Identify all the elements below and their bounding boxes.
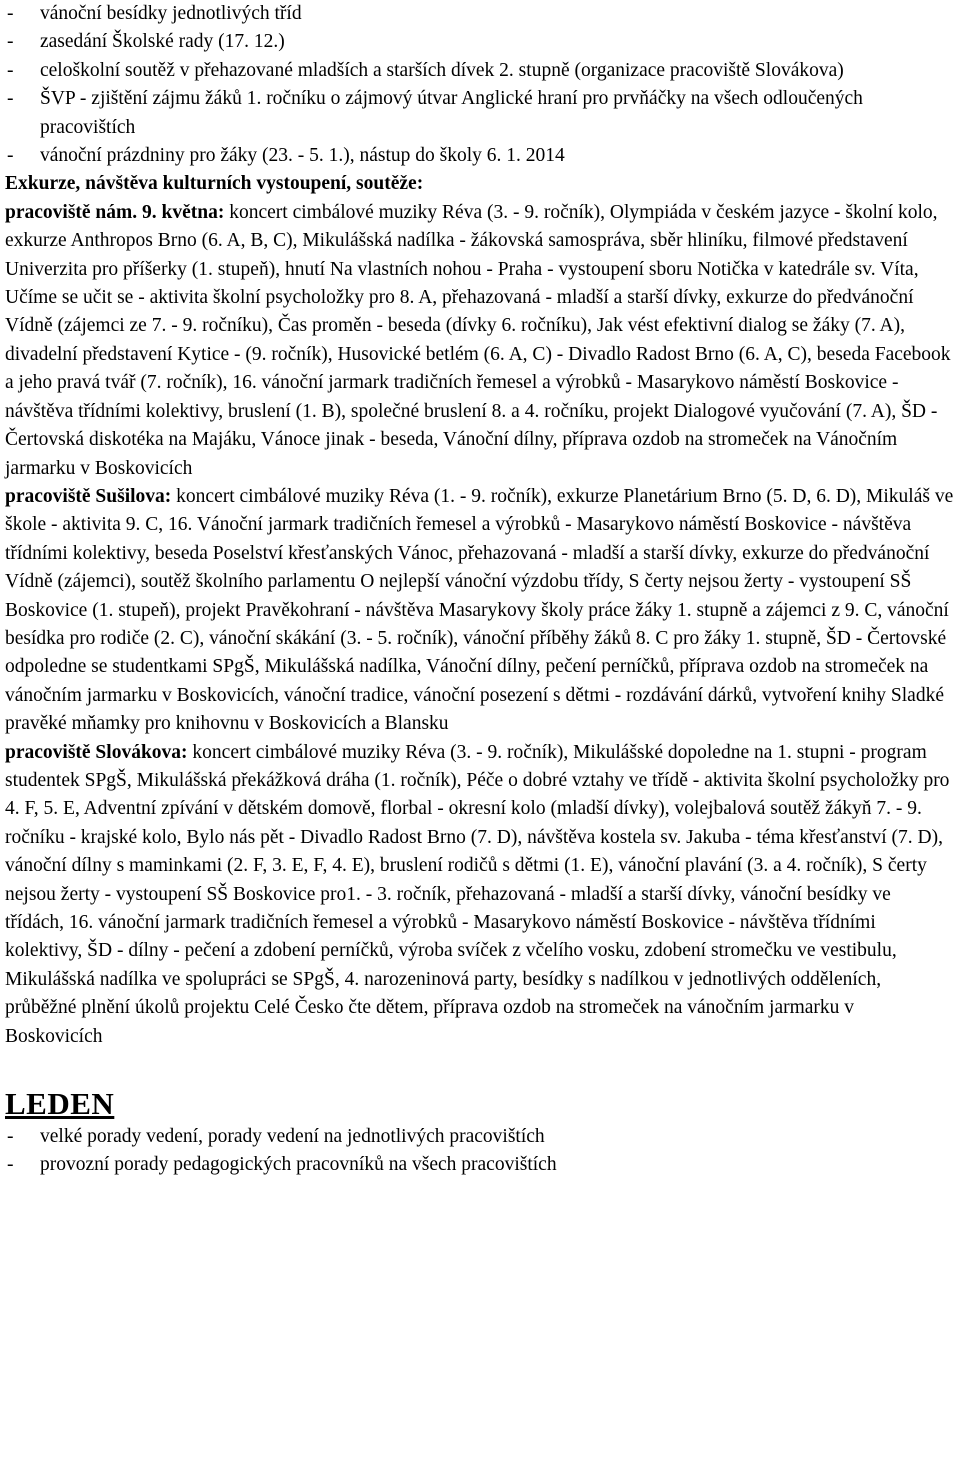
list-item: - ŠVP - zjištění zájmu žáků 1. ročníku o zájmový útvar Anglické hraní pro prvňáčky na všech odloučených pracovištích <box>5 85 954 142</box>
excursions-heading: Exkurze, návštěva kulturních vystoupení, soutěže: <box>5 173 424 195</box>
site-text: koncert cimbálové muziky Réva (3. - 9. ročník), Olympiáda v českém jazyce - školní kolo, exkurze Anthropos Brno (6. A, B, C), Mikulášská nadílka - žákovská samospráva, sběr hliníku, filmové představení Univerzita pro příšerky (1. stupeň), hnutí Na vlastních nohou - Praha - vystoupení sboru Notička v katedrále sv. Víta, Učíme se učit se - aktivita školní psycholožky pro 8. A, přehazovaná - mladší a starší dívky, exkurze do předvánoční Vídně (zájemci ze 7. - 9. ročníku), Čas proměn - beseda (dívky 6. ročníku), Jak vést efektivní dialog se žáky (7. A), divadelní představení Kytice - (9. ročník), Husovické betlém (6. A, C) - Divadlo Radost Brno (6. A, C), beseda Facebook a jeho pravá tvář (7. ročník), 16. vánoční jarmark tradičních řemesel a výrobků - Masarykovo náměstí Boskovice - návštěva třídními kolektivy, bruslení (1. B), společné bruslení 8. a 4. ročníku, projekt Dialogové vyučování (7. A), ŠD - Čertovská diskotéka na Majáku, Vánoce jinak - beseda, Vánoční dílny, příprava ozdob na stromeček na Vánočním jarmarku v Boskovicích <box>5 201 951 479</box>
december-events-list <box>5 0 954 170</box>
list-item: - provozní porady pedagogických pracovníků na všech pracovištích <box>5 1151 954 1179</box>
site-label: pracoviště Sušilova: <box>5 485 172 507</box>
site-paragraph-nam-9-kvetna <box>5 199 954 483</box>
site-label: pracoviště nám. 9. května: <box>5 201 225 223</box>
january-events-list <box>5 1123 954 1180</box>
site-paragraph-slovakova <box>5 739 954 1051</box>
list-item: - zasedání Školské rady (17. 12.) <box>5 28 954 56</box>
site-label: pracoviště Slovákova: <box>5 741 188 763</box>
list-item: - velké porady vedení, porady vedení na jednotlivých pracovištích <box>5 1123 954 1151</box>
list-item: - vánoční prázdniny pro žáky (23. - 5. 1.), nástup do školy 6. 1. 2014 <box>5 142 954 170</box>
list-item: - vánoční besídky jednotlivých tříd <box>5 0 954 28</box>
site-paragraph-susilova <box>5 483 954 739</box>
site-text: koncert cimbálové muziky Réva (1. - 9. ročník), exkurze Planetárium Brno (5. D, 6. D), Mikuláš ve škole - aktivita 9. C, 16. Vánoční jarmark tradičních řemesel a výrobků - Masarykovo náměstí Boskovice - návštěva třídními kolektivy, beseda Poselství křesťanských Vánoc, přehazovaná - mladší a starší dívky, exkurze do předvánoční Vídně (zájemci), soutěž školního parlamentu O nejlepší vánoční výzdobu třídy, S čerty nejsou žerty - vystoupení SŠ Boskovice (1. stupeň), projekt Pravěkohraní - návštěva Masarykovy školy práce žáky 1. stupně a zájemci z 9. C, vánoční besídka pro rodiče (2. C), vánoční skákání (3. - 5. ročník), vánoční příběhy žáků 8. C pro žáky 1. stupně, ŠD - Čertovské odpoledne se studentkami SPgŠ, Mikulášská nadílka, Vánoční dílny, pečení perníčků, příprava ozdob na stromeček na vánočním jarmarku v Boskovicích, vánoční tradice, vánoční posezení s dětmi - rozdávání dárků, vytvoření knihy Sladké pravěké mňamky pro knihovnu v Boskovicích a Blansku <box>5 485 954 735</box>
list-item: - celoškolní soutěž v přehazované mladších a starších dívek 2. stupně (organizace pracoviště Slovákova) <box>5 57 954 85</box>
site-text: koncert cimbálové muziky Réva (3. - 9. ročník), Mikulášské dopoledne na 1. stupni - program studentek SPgŠ, Mikulášská překážková dráha (1. ročník), Péče o dobré vztahy ve třídě - aktivita školní psycholožky pro 4. F, 5. E, Adventní zpívání v dětském domově, florbal - okresní kolo (mladší dívky), volejbalová soutěž žákyň 7. - 9. ročníku - krajské kolo, Bylo nás pět - Divadlo Radost Brno (7. D), návštěva kostela sv. Jakuba - téma křesťanství (7. D), vánoční dílny s maminkami (2. F, 3. E, F, 4. E), bruslení rodičů s dětmi (1. E), vánoční plavání (3. a 4. ročník), S čerty nejsou žerty - vystoupení SŠ Boskovice pro1. - 3. ročník, přehazovaná - mladší a starší dívky, vánoční besídky ve třídách, 16. vánoční jarmark tradičních řemesel a výrobků - Masarykovo náměstí Boskovice - návštěva třídními kolektivy, ŠD - dílny - pečení a zdobení perníčků, výroba svíček z včelího vosku, zdobení stromečku ve vestibulu, Mikulášská nadílka ve spolupráci se SPgŠ, 4. narozeninová party, besídky s nadílkou v jednotlivých odděleních, průběžné plnění úkolů projektu Celé Česko čte dětem, příprava ozdob na stromeček na vánočním jarmarku v Boskovicích <box>5 741 950 1047</box>
month-heading: LEDEN <box>5 1086 115 1122</box>
